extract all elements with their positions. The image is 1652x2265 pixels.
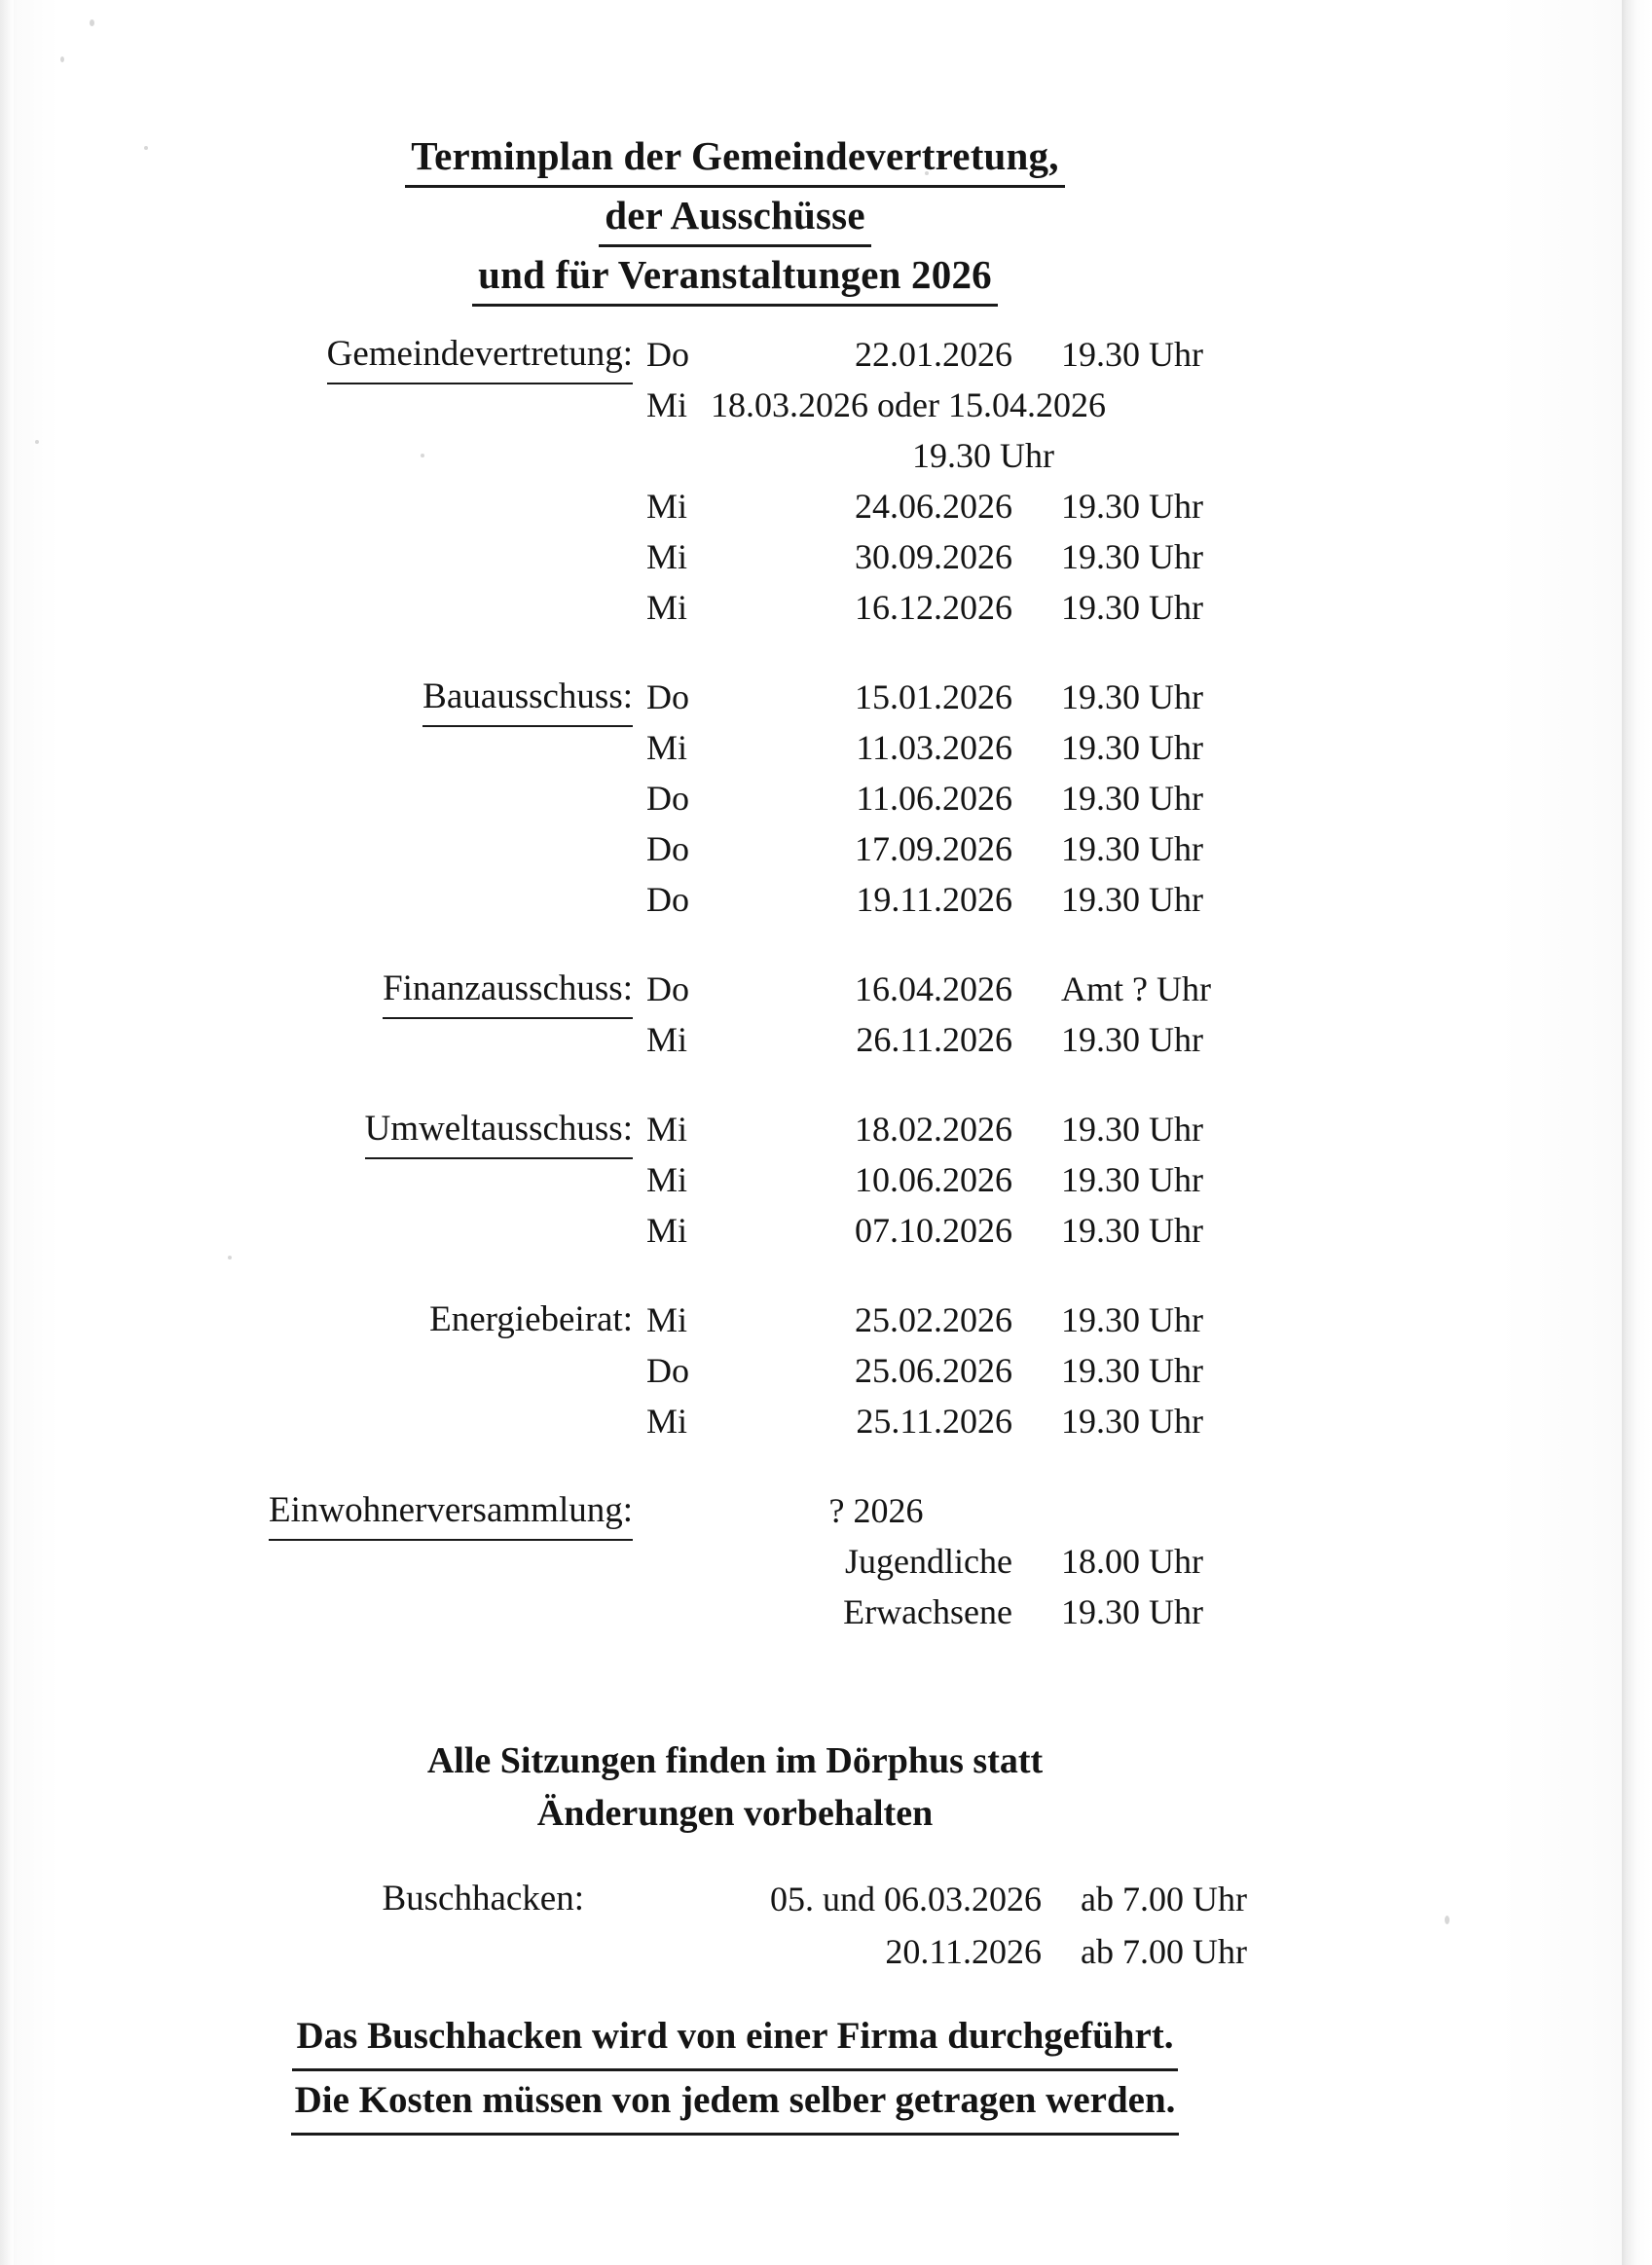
row-date: 25.11.2026	[856, 1402, 1012, 1441]
row-date: 11.03.2026	[856, 728, 1012, 767]
row-date: 11.06.2026	[856, 779, 1012, 818]
document-title	[0, 128, 1470, 307]
row-audience: Erwachsene	[843, 1592, 1012, 1631]
table-row	[0, 964, 1470, 1014]
row-time: 19.30 Uhr	[1061, 588, 1203, 627]
footer-line-company: Das Buschhacken wird von einer Firma durchgeführt.	[0, 2007, 1470, 2071]
table-row	[0, 773, 1470, 823]
row-day: Mi	[646, 1402, 688, 1441]
table-row	[0, 1485, 1470, 1536]
table-row	[0, 722, 1470, 773]
table-row	[0, 1154, 1470, 1205]
footer-notes	[0, 2007, 1470, 2136]
row-time: 19.30 Uhr	[1061, 1402, 1203, 1441]
table-row	[0, 823, 1470, 874]
row-time: 19.30 Uhr	[1061, 1300, 1203, 1339]
table-row	[0, 1873, 1470, 1925]
row-time: 19.30 Uhr	[1061, 1160, 1203, 1199]
row-date: 15.01.2026	[855, 677, 1012, 716]
notice-changes-reserved: Änderungen vorbehalten	[536, 1793, 934, 1834]
row-time: 19.30 Uhr	[1061, 779, 1203, 818]
section-buschhacken	[0, 1873, 1470, 1978]
section-gap	[0, 925, 1470, 964]
row-day: Mi	[646, 1300, 688, 1339]
row-time: 19.30 Uhr	[1061, 677, 1203, 716]
row-time: 19.30 Uhr	[1061, 728, 1203, 767]
row-day: Mi	[646, 1020, 688, 1059]
row-date-unknown: ? 2026	[828, 1491, 924, 1530]
section-gap	[0, 1256, 1470, 1295]
row-time: 19.30 Uhr	[1061, 537, 1203, 576]
section-energiebeirat	[0, 1295, 1470, 1446]
row-date: 16.12.2026	[855, 588, 1012, 627]
section-einwohnerversammlung	[0, 1485, 1470, 1637]
row-time: Amt ? Uhr	[1061, 969, 1211, 1008]
row-time: 19.30 Uhr	[1061, 1351, 1203, 1390]
row-day: Do	[646, 880, 689, 919]
row-time: 19.30 Uhr	[1061, 1110, 1203, 1149]
table-row	[0, 481, 1470, 531]
section-label: Einwohnerversammlung:	[0, 1485, 633, 1541]
row-day: Mi	[646, 1211, 688, 1250]
row-day: Mi	[646, 728, 688, 767]
table-row	[0, 582, 1470, 633]
row-date-alternatives: 18.03.2026 oder 15.04.2026	[711, 385, 1106, 424]
row-day: Mi	[646, 385, 688, 424]
section-label: Buschhacken:	[382, 1879, 584, 1918]
section-gemeindevertretung	[0, 329, 1470, 633]
schedule-table	[0, 329, 1470, 1637]
section-gap	[0, 1065, 1470, 1104]
row-date: 22.01.2026	[855, 335, 1012, 374]
row-date: 05. und 06.03.2026	[770, 1880, 1042, 1918]
title-line-3: und für Veranstaltungen 2026	[0, 247, 1470, 307]
row-date: 16.04.2026	[855, 969, 1012, 1008]
title-line-1: Terminplan der Gemeindevertretung,	[0, 128, 1470, 188]
row-date: 26.11.2026	[856, 1020, 1012, 1059]
table-row	[0, 430, 1470, 481]
row-day: Mi	[646, 1110, 688, 1149]
row-time: ab 7.00 Uhr	[1081, 1932, 1247, 1971]
title-line-2: der Ausschüsse	[0, 188, 1470, 247]
row-time: 18.00 Uhr	[1061, 1542, 1203, 1581]
row-audience: Jugendliche	[845, 1542, 1012, 1581]
section-gap	[0, 633, 1470, 672]
table-row	[0, 874, 1470, 925]
table-row	[0, 1345, 1470, 1396]
table-row	[0, 1536, 1470, 1587]
section-finanzausschuss	[0, 964, 1470, 1065]
table-row	[0, 1295, 1470, 1345]
section-label: Umweltausschuss:	[0, 1104, 633, 1159]
row-day: Do	[646, 779, 689, 818]
table-row	[0, 329, 1470, 380]
table-row	[0, 1104, 1470, 1154]
row-day: Do	[646, 829, 689, 868]
table-row	[0, 672, 1470, 722]
table-row	[0, 1587, 1470, 1637]
section-label: Gemeindevertretung:	[0, 329, 633, 384]
section-label: Finanzausschuss:	[0, 964, 633, 1019]
row-day: Mi	[646, 588, 688, 627]
row-day: Do	[646, 1351, 689, 1390]
row-day: Mi	[646, 537, 688, 576]
table-row	[0, 1396, 1470, 1446]
row-date: 07.10.2026	[855, 1211, 1012, 1250]
row-time: ab 7.00 Uhr	[1081, 1880, 1247, 1918]
table-row	[0, 1014, 1470, 1065]
table-row	[0, 380, 1470, 430]
section-gap	[0, 1446, 1470, 1485]
row-day: Do	[646, 335, 689, 374]
section-umweltausschuss	[0, 1104, 1470, 1256]
row-time: 19.30 Uhr	[1061, 829, 1203, 868]
row-date: 17.09.2026	[855, 829, 1012, 868]
row-time: 19.30 Uhr	[1061, 880, 1203, 919]
row-day: Do	[646, 969, 689, 1008]
row-date: 24.06.2026	[855, 487, 1012, 526]
row-date: 18.02.2026	[855, 1110, 1012, 1149]
section-label: Bauausschuss:	[0, 672, 633, 727]
row-date: 25.06.2026	[855, 1351, 1012, 1390]
row-date: 25.02.2026	[855, 1300, 1012, 1339]
row-time: 19.30 Uhr	[912, 436, 1054, 475]
section-label: Energiebeirat:	[429, 1299, 633, 1339]
row-time: 19.30 Uhr	[1061, 1020, 1203, 1059]
notice-venue: Alle Sitzungen finden im Dörphus statt	[426, 1740, 1044, 1781]
table-row	[0, 1925, 1470, 1978]
row-date: 20.11.2026	[885, 1932, 1042, 1971]
row-day: Do	[646, 677, 689, 716]
row-date: 30.09.2026	[855, 537, 1012, 576]
row-time: 19.30 Uhr	[1061, 487, 1203, 526]
notices	[0, 1735, 1470, 1840]
row-day: Mi	[646, 1160, 688, 1199]
table-row	[0, 1205, 1470, 1256]
section-bauausschuss	[0, 672, 1470, 925]
footer-line-costs: Die Kosten müssen von jedem selber getragen werden.	[0, 2071, 1470, 2136]
row-date: 19.11.2026	[856, 880, 1012, 919]
row-time: 19.30 Uhr	[1061, 335, 1203, 374]
row-time: 19.30 Uhr	[1061, 1592, 1203, 1631]
row-time: 19.30 Uhr	[1061, 1211, 1203, 1250]
table-row	[0, 531, 1470, 582]
row-day: Mi	[646, 487, 688, 526]
row-date: 10.06.2026	[855, 1160, 1012, 1199]
